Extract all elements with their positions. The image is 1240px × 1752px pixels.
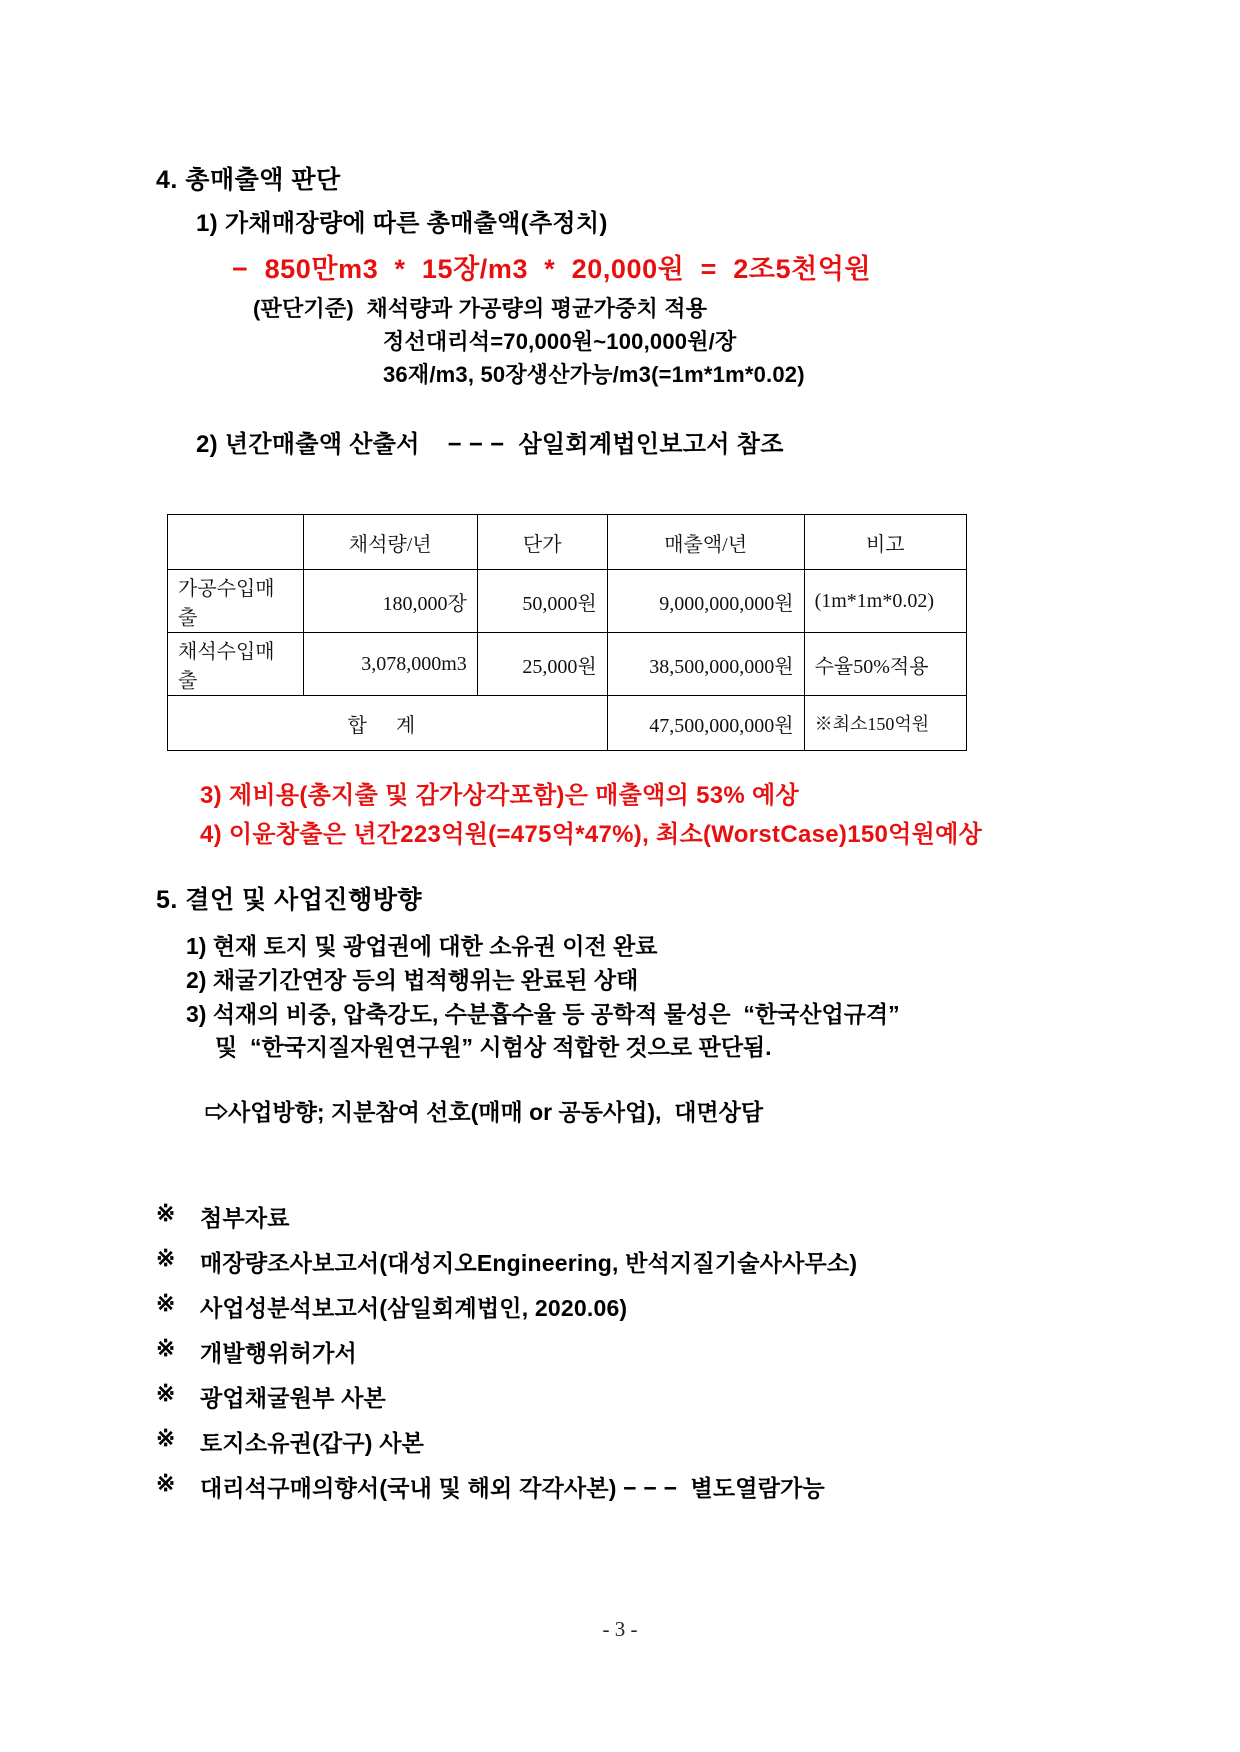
section-4-item-1: 1) 가채매장량에 따른 총매출액(추정치) [196, 210, 608, 237]
table-header-row [168, 515, 967, 570]
row-1-quantity: 3,078,000m3 [303, 633, 477, 696]
total-revenue-formula: − 850만m3 * 15장/m3 * 20,000원 = 2조5천억원 [232, 254, 872, 284]
row-0-price: 50,000원 [477, 570, 607, 633]
attachment-item: 매장량조사보고서(대성지오Engineering, 반석지질기술사사무소) [200, 1250, 858, 1276]
row-1-note: 수율50%적용 [804, 633, 966, 696]
criteria-line-2: 정선대리석=70,000원~100,000원/장 [383, 329, 737, 354]
annual-revenue-table-wrap [167, 514, 967, 751]
attachment-item: 사업성분석보고서(삼일회계법인, 2020.06) [200, 1295, 628, 1321]
business-direction: ⇨사업방향; 지분참여 선호(매매 or 공동사업), 대면상담 [205, 1099, 764, 1125]
attach-marker: ※ [156, 1335, 176, 1361]
attach-marker: ※ [156, 1470, 176, 1496]
section-5-item-2: 2) 채굴기간연장 등의 법적행위는 완료된 상태 [186, 967, 639, 993]
row-1-label: 채석수입매출 [168, 633, 304, 696]
attachment-item: 광업채굴원부 사본 [200, 1385, 386, 1411]
section-5-item-3-line-2: 및 “한국지질자원연구원” 시험상 적합한 것으로 판단됨. [215, 1034, 772, 1060]
criteria-line-3: 36재/m3, 50장생산가능/m3(=1m*1m*0.02) [383, 362, 805, 387]
attach-marker: ※ [156, 1380, 176, 1406]
row-0-revenue: 9,000,000,000원 [607, 570, 804, 633]
attach-marker: ※ [156, 1425, 176, 1451]
section-4-item-2: 2) 년간매출액 산출서 − − − 삼일회계법인보고서 참조 [196, 431, 784, 458]
section-5-item-1: 1) 현재 토지 및 광업권에 대한 소유권 이전 완료 [186, 933, 658, 959]
row-1-revenue: 38,500,000,000원 [607, 633, 804, 696]
th-quantity: 채석량/년 [303, 515, 477, 570]
table-row [168, 633, 967, 696]
table-total-row [168, 696, 967, 751]
section-5-item-3-line-1: 3) 석재의 비중, 압축강도, 수분흡수율 등 공학적 물성은 “한국산업규격” [186, 1001, 900, 1027]
section-4-item-4: 4) 이윤창출은 년간223억원(=475억*47%), 최소(WorstCase)150억원예상 [200, 821, 983, 848]
th-price: 단가 [477, 515, 607, 570]
th-revenue: 매출액/년 [607, 515, 804, 570]
row-0-quantity: 180,000장 [303, 570, 477, 633]
th-note: 비고 [804, 515, 966, 570]
row-1-price: 25,000원 [477, 633, 607, 696]
annual-revenue-table [167, 514, 967, 751]
attachment-item: 토지소유권(갑구) 사본 [200, 1430, 425, 1456]
attach-marker: ※ [156, 1200, 176, 1226]
attach-marker: ※ [156, 1245, 176, 1271]
attach-marker: ※ [156, 1290, 176, 1316]
row-0-label: 가공수입매출 [168, 570, 304, 633]
attachment-item: 개발행위허가서 [200, 1340, 357, 1366]
section-5-heading: 5. 결언 및 사업진행방향 [156, 886, 423, 914]
total-note: ※최소150억원 [804, 696, 966, 751]
criteria-line-1: (판단기준) 채석량과 가공량의 평균가중치 적용 [253, 296, 708, 321]
attachment-item: 첨부자료 [200, 1205, 290, 1231]
section-4-item-3: 3) 제비용(총지출 및 감가상각포함)은 매출액의 53% 예상 [200, 782, 799, 809]
row-0-note: (1m*1m*0.02) [804, 570, 966, 633]
th-blank [168, 515, 304, 570]
section-4-heading: 4. 총매출액 판단 [156, 166, 341, 194]
total-label: 합 계 [168, 696, 608, 751]
attachment-item: 대리석구매의향서(국내 및 해외 각각사본) − − − 별도열람가능 [200, 1475, 825, 1501]
table-row [168, 570, 967, 633]
total-revenue: 47,500,000,000원 [607, 696, 804, 751]
page-number: - 3 - [602, 1617, 638, 1641]
